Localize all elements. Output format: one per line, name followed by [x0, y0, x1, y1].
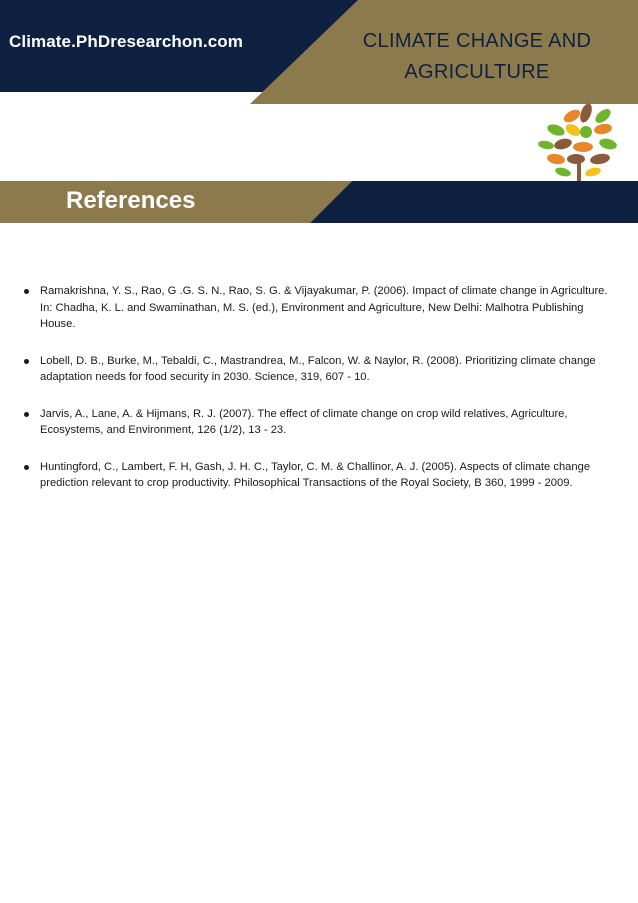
reference-list: [22, 283, 620, 512]
bullet-icon: [24, 289, 29, 294]
reference-item: [22, 459, 620, 492]
bullet-icon: [24, 465, 29, 470]
reference-item: [22, 353, 620, 386]
reference-text: Jarvis, A., Lane, A. & Hijmans, R. J. (2007). The effect of climate change on crop wild relatives, Agriculture, Ecosystems, and Environment, 126 (1/2), 13 - 23.: [40, 407, 568, 436]
section-title: References: [66, 187, 196, 214]
reference-text: Ramakrishna, Y. S., Rao, G .G. S. N., Rao, S. G. & Vijayakumar, P. (2006). Impact of climate change in Agriculture. In: Chadha, K. L. and Swaminathan, M. S. (ed.), Environment and Agriculture, New Delhi: Malhotra Publishing House.: [40, 285, 608, 330]
site-name: Climate.PhDresearchon.com: [9, 32, 243, 51]
reference-text: Lobell, D. B., Burke, M., Tebaldi, C., Mastrandrea, M., Falcon, W. & Naylor, R. (2008). Prioritizing climate change adaptation needs for food security in 2030. Science, 319, 607 - 10.: [40, 354, 596, 383]
bullet-icon: [24, 359, 29, 364]
reference-item: [22, 406, 620, 439]
reference-text: Huntingford, C., Lambert, F. H, Gash, J. H. C., Taylor, C. M. & Challinor, A. J. (2005). Aspects of climate change prediction relevant to crop productivity. Philosophical Transactions of the Royal Society, B 360, 1999 - 2009.: [40, 460, 591, 489]
tree-icon: [528, 102, 628, 189]
bullet-icon: [24, 412, 29, 417]
reference-item: [22, 283, 620, 333]
header-banner: [0, 0, 638, 104]
document-title: CLIMATE CHANGE AND AGRICULTURE: [362, 30, 592, 83]
